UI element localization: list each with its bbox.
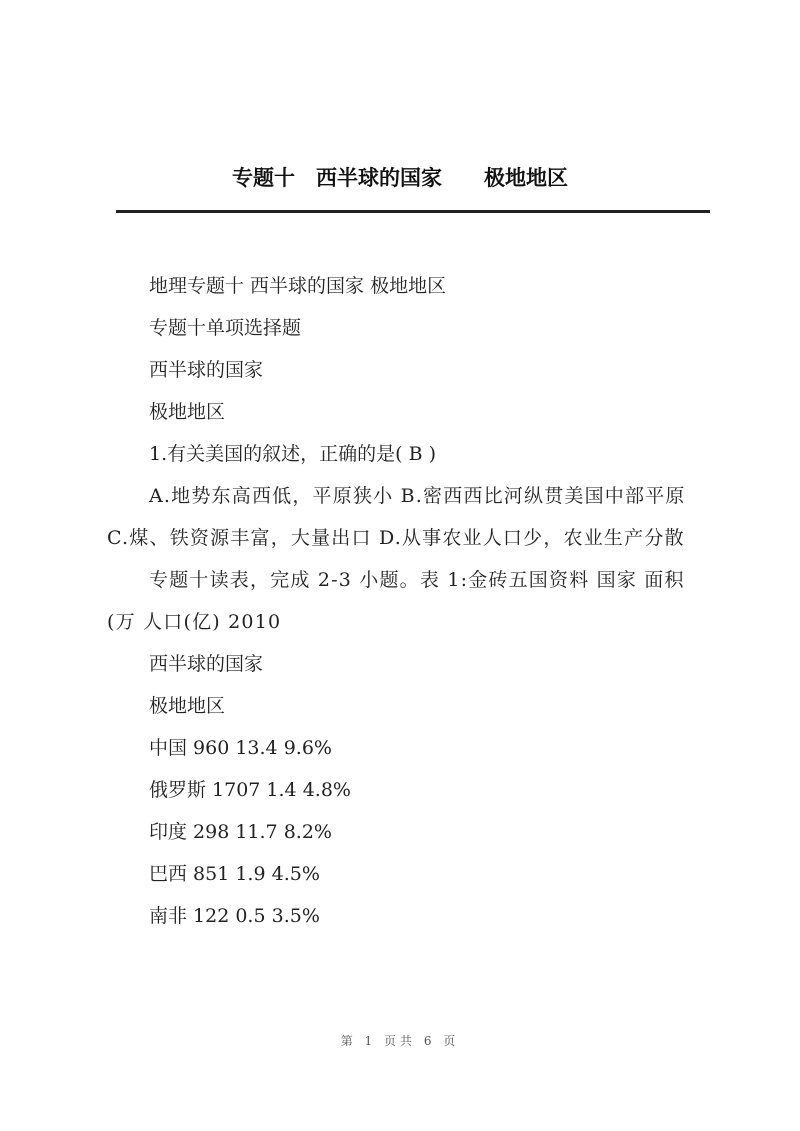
table-row: 巴西 851 1.9 4.5% (149, 863, 320, 885)
paragraph-subtopic: 西半球的国家 (149, 653, 264, 675)
document-body (107, 265, 707, 937)
paragraph-section: 专题十单项选择题 (149, 317, 302, 339)
page-footer: 第 1 页共 6 页 (340, 1034, 460, 1048)
paragraph-subtopic: 西半球的国家 (149, 359, 264, 381)
page-title: 专题十 西半球的国家 极地地区 (232, 166, 568, 190)
paragraph-question: 1.有关美国的叙述，正确的是( B ) (149, 443, 436, 465)
table-row: 印度 298 11.7 8.2% (149, 821, 332, 843)
paragraph-options: A.地势东高西低，平原狭小 B.密西西比河纵贯美国中部平原 C.煤、铁资源丰富，大量出口 D.从事农业人口少，农业生产分散 (107, 485, 693, 549)
table-row: 中国 960 13.4 9.6% (149, 737, 332, 759)
table-row: 南非 122 0.5 3.5% (149, 905, 320, 927)
table-row: 俄罗斯 1707 1.4 4.8% (149, 779, 351, 801)
paragraph-subtopic: 极地地区 (149, 401, 226, 423)
paragraph-heading: 地理专题十 西半球的国家 极地地区 (149, 275, 447, 297)
title-divider (116, 210, 710, 213)
paragraph-table-intro: 专题十读表，完成 2-3 小题。表 1:金砖五国资料 国家 面积(万 人口(亿) 2010 (107, 569, 685, 633)
paragraph-subtopic: 极地地区 (149, 695, 226, 717)
